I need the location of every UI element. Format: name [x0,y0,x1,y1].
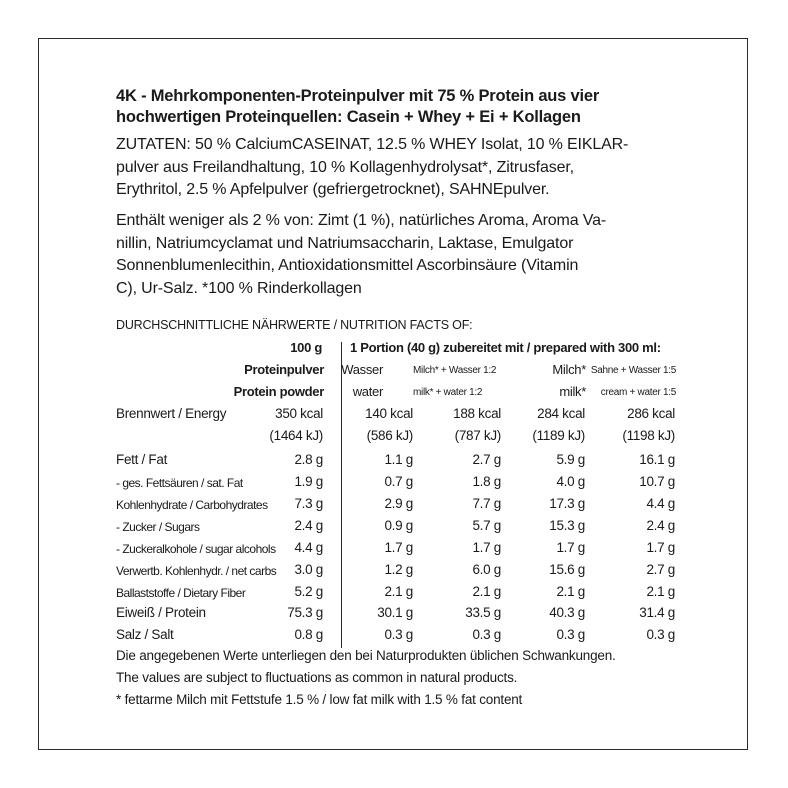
footer-note-de: Die angegebenen Werte unterliegen den bei Naturprodukten üblichen Schwankungen. [116,648,616,663]
energy-kcal-cell: 350 kcal [275,406,323,421]
ingredients-line: ZUTATEN: 50 % CalciumCASEINAT, 12.5 % WHEY Isolat, 10 % EIKLAR- [116,136,629,153]
prep-header-cream-de: Sahne + Wasser 1:5 [590,365,676,376]
energy-kcal-cell: 284 kcal [537,406,585,421]
energy-kj-cell: (1189 kJ) [532,428,585,443]
nutrient-value-cell: 1.2 g [384,562,413,577]
nutrient-value-cell: 16.1 g [639,452,675,467]
nutrient-label: - Zuckeralkohole / sugar alcohols [116,542,276,556]
nutrient-value-cell: 10.7 g [639,474,675,489]
nutrient-value-cell: 5.9 g [556,452,585,467]
nutrient-label: - Zucker / Sugars [116,520,200,534]
nutrient-value-cell: 31.4 g [639,605,675,620]
nutrient-value-cell: 1.7 g [646,540,675,555]
nutrient-label: Ballaststoffe / Dietary Fiber [116,586,246,600]
energy-kj-cell: (787 kJ) [454,428,501,443]
nutrient-value-cell: 0.7 g [384,474,413,489]
nutrient-value-cell: 2.1 g [556,584,585,599]
nutrient-value-cell: 0.3 g [472,627,501,642]
ingredients-paragraph [116,134,696,202]
nutrition-heading: DURCHSCHNITTLICHE NÄHRWERTE / NUTRITION FACTS OF: [116,318,473,332]
nutrient-value-cell: 7.7 g [472,496,501,511]
nutrient-label: Salz / Salt [116,627,174,642]
nutrient-value-cell: 2.8 g [294,452,323,467]
energy-kcal-cell: 286 kcal [627,406,675,421]
footer-note-en: The values are subject to fluctuations as common in natural products. [116,670,518,685]
ingredients-line: pulver aus Freilandhaltung, 10 % Kollagenhydrolysat*, Zitrusfaser, [116,158,574,176]
energy-kj-cell: (1464 kJ) [269,428,323,443]
energy-label: Brennwert / Energy [116,406,227,421]
contains-line: nillin, Natriumcyclamat und Natriumsaccharin, Laktase, Emulgator [116,234,574,252]
nutrient-value-cell: 0.3 g [646,627,675,642]
prep-header-milkwater-de: Milch* + Wasser 1:2 [413,365,497,376]
base-amount-header: 100 g [290,340,322,355]
nutrient-label: Verwertb. Kohlenhydr. / net carbs [116,564,277,578]
nutrient-value-cell: 33.5 g [465,605,501,620]
nutrient-value-cell: 4.0 g [556,474,585,489]
nutrient-value-cell: 1.8 g [472,474,501,489]
contains-paragraph [116,210,696,300]
base-name-de-header: Proteinpulver [244,362,324,377]
contains-line: Sonnenblumenlecithin, Antioxidationsmittel Ascorbinsäure (Vitamin [116,257,579,274]
nutrient-value-cell: 15.6 g [549,562,585,577]
title-line: 4K - Mehrkomponenten-Proteinpulver mit 75 % Protein aus vier [116,87,600,105]
nutrient-value-cell: 2.1 g [384,584,413,599]
nutrient-value-cell: 3.0 g [294,562,323,577]
nutrient-value-cell: 2.7 g [646,562,675,577]
prep-header-water-en: water [352,384,383,399]
nutrient-value-cell: 0.3 g [384,627,413,642]
nutrient-value-cell: 0.8 g [294,627,323,642]
nutrient-label: Eiweiß / Protein [116,605,206,620]
nutrient-value-cell: 0.9 g [384,518,413,533]
energy-kj-cell: (586 kJ) [366,428,413,443]
nutrient-value-cell: 5.2 g [294,584,323,599]
nutrient-label: - ges. Fettsäuren / sat. Fat [116,476,243,490]
contains-line: C), Ur-Salz. *100 % Rinderkollagen [116,279,362,297]
nutrient-value-cell: 17.3 g [549,496,585,511]
energy-kcal-cell: 140 kcal [365,406,413,421]
nutrient-label: Fett / Fat [116,452,168,467]
nutrient-value-cell: 7.3 g [294,496,323,511]
nutrient-label: Kohlenhydrate / Carbohydrates [116,498,268,512]
nutrient-value-cell: 75.3 g [287,605,323,620]
nutrient-value-cell: 4.4 g [646,496,675,511]
nutrient-value-cell: 15.3 g [549,518,585,533]
prep-header-milk-en: milk* [559,384,586,399]
title-line: hochwertigen Proteinquellen: Casein + Whey + Ei + Kollagen [116,108,581,126]
nutrient-value-cell: 2.1 g [646,584,675,599]
nutrient-value-cell: 30.1 g [377,605,413,620]
ingredients-line: Erythritol, 2.5 % Apfelpulver (gefriergetrocknet), SAHNEpulver. [116,181,550,198]
nutrient-value-cell: 1.7 g [384,540,413,555]
nutrient-value-cell: 0.3 g [556,627,585,642]
nutrient-value-cell: 1.9 g [294,474,323,489]
product-title [116,86,696,128]
contains-line: Enthält weniger als 2 % von: Zimt (1 %), natürliches Aroma, Aroma Va- [116,212,607,229]
nutrient-value-cell: 1.7 g [472,540,501,555]
column-divider [341,342,342,648]
nutrient-value-cell: 2.4 g [646,518,675,533]
base-name-en-header: Protein powder [233,384,324,399]
energy-kcal-cell: 188 kcal [453,406,501,421]
prep-header-milk-de: Milch* [552,362,586,377]
nutrient-value-cell: 6.0 g [472,562,501,577]
nutrient-value-cell: 4.4 g [294,540,323,555]
nutrient-value-cell: 2.4 g [294,518,323,533]
prep-header-cream-en: cream + water 1:5 [600,387,676,398]
nutrient-value-cell: 2.1 g [472,584,501,599]
nutrient-value-cell: 40.3 g [549,605,585,620]
nutrient-value-cell: 2.9 g [384,496,413,511]
nutrient-value-cell: 1.7 g [556,540,585,555]
portion-header: 1 Portion (40 g) zubereitet mit / prepared with 300 ml: [350,340,661,355]
nutrient-value-cell: 5.7 g [472,518,501,533]
nutrient-value-cell: 2.7 g [472,452,501,467]
prep-header-water-de: Wasser [341,362,383,377]
energy-kj-cell: (1198 kJ) [622,428,675,443]
footer-footnote: * fettarme Milch mit Fettstufe 1.5 % / low fat milk with 1.5 % fat content [116,692,523,707]
nutrient-value-cell: 1.1 g [384,452,413,467]
prep-header-milkwater-en: milk* + water 1:2 [413,387,483,398]
